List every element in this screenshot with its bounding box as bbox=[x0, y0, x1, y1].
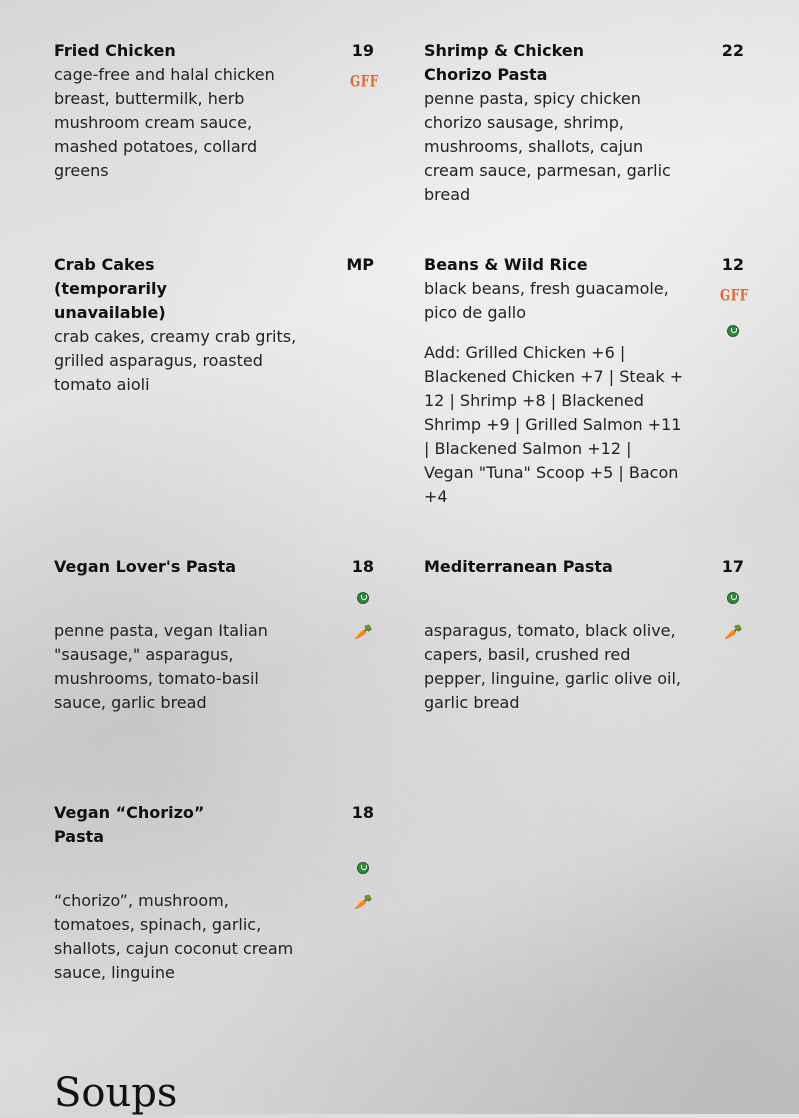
item-description: asparagus, tomato, black olive, capers, basil, crushed red pepper, linguine, garlic olive oil, garlic bread bbox=[424, 621, 681, 712]
item-price: 17 bbox=[721, 557, 744, 576]
vegan-icon bbox=[357, 862, 369, 874]
item-name: Shrimp & Chicken Chorizo Pasta bbox=[424, 41, 585, 84]
item-name: Beans & Wild Rice bbox=[424, 255, 588, 274]
section-title-soups: Soups bbox=[54, 1070, 178, 1116]
item-price: MP bbox=[346, 255, 374, 274]
item-price: 22 bbox=[721, 41, 744, 60]
item-price: 18 bbox=[351, 557, 374, 576]
item-name: Crab Cakes (temporarily unavailable) bbox=[54, 255, 167, 322]
vegan-icon bbox=[357, 592, 369, 604]
gluten-free-friendly-icon: GFF bbox=[350, 71, 379, 91]
carrot-icon: 🥕 bbox=[724, 623, 743, 641]
item-description: cage-free and halal chicken breast, buttermilk, herb mushroom cream sauce, mashed potatoes, collard greens bbox=[54, 65, 275, 180]
item-description: black beans, fresh guacamole, pico de gallo bbox=[424, 279, 669, 322]
item-price: 12 bbox=[721, 255, 744, 274]
vegan-icon bbox=[727, 325, 739, 337]
vegan-icon bbox=[727, 592, 739, 604]
carrot-icon: 🥕 bbox=[354, 623, 373, 641]
item-price: 19 bbox=[351, 41, 374, 60]
item-name: Mediterranean Pasta bbox=[424, 557, 613, 576]
item-name: Vegan “Chorizo” Pasta bbox=[54, 803, 205, 846]
carrot-icon: 🥕 bbox=[354, 893, 373, 911]
gluten-free-friendly-icon: GFF bbox=[720, 285, 749, 305]
item-description: “chorizo”, mushroom, tomatoes, spinach, garlic, shallots, cajun coconut cream sauce, linguine bbox=[54, 891, 294, 982]
item-name: Vegan Lover's Pasta bbox=[54, 557, 236, 576]
item-description: penne pasta, spicy chicken chorizo sausage, shrimp, mushrooms, shallots, cajun cream sauce, parmesan, garlic bread bbox=[424, 89, 671, 204]
item-description: penne pasta, vegan Italian "sausage," asparagus, mushrooms, tomato-basil sauce, garlic bread bbox=[54, 621, 268, 712]
item-name: Fried Chicken bbox=[54, 41, 176, 60]
item-description: crab cakes, creamy crab grits, grilled asparagus, roasted tomato aioli bbox=[54, 327, 297, 394]
item-addons: Add: Grilled Chicken +6 | Blackened Chicken +7 | Steak + 12 | Shrimp +8 | Blackened Shrimp +9 | Grilled Salmon +11 | Blackened Salmon +12 | Vegan "Tuna" Scoop +5 | Bacon +4 bbox=[424, 343, 684, 506]
item-price: 18 bbox=[351, 803, 374, 822]
